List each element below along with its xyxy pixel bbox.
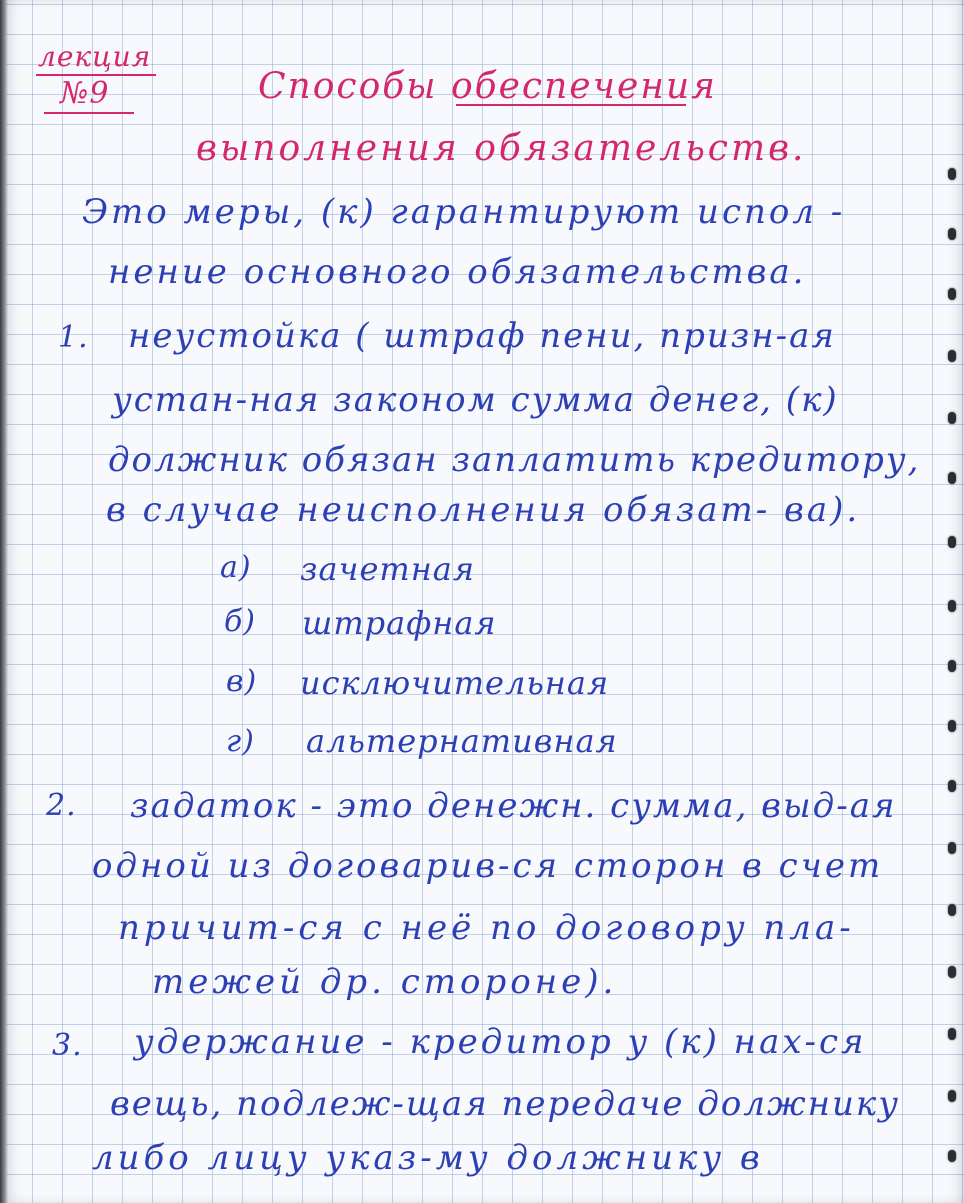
subitem-text-c: исключительная [300,664,610,702]
item-number-1: 1. [58,320,89,355]
page-edge-shadow [0,0,8,1203]
lecture-label: лекция [38,40,152,73]
item-1-line-4: в случае неисполнения обязат- ва). [106,490,861,530]
item-3-line-1: удержание - кредитор у (к) нах-ся [134,1022,867,1062]
title-line-1: Способы обеспечения [258,66,718,107]
title-line-2: выполнения обязательств. [196,128,807,169]
binding-hole [948,228,956,240]
title-underline-1 [456,104,686,106]
binding-hole [948,660,956,672]
binding-hole [948,842,956,854]
subitem-text-b: штрафная [302,604,497,642]
binding-hole [948,168,956,180]
binding-hole [948,600,956,612]
lecture-number: №9 [60,76,110,111]
subitem-marker-a: а) [220,550,252,585]
intro-line-2: нение основного обязательства. [108,252,807,292]
binding-hole [948,288,956,300]
item-1-line-1: неустойка ( штраф пени, призн-ая [128,316,836,356]
subitem-text-d: альтернативная [306,722,618,760]
binding-hole [948,412,956,424]
binding-holes [940,0,958,1203]
item-2-line-3: причит-ся с неё по договору пла- [118,908,855,948]
binding-hole [948,1090,956,1102]
item-number-2: 2. [46,788,77,823]
item-3-line-3: либо лицу указ-му должнику в [92,1138,764,1178]
item-number-3: 3. [52,1028,83,1063]
binding-hole [948,966,956,978]
item-1-line-3: должник обязан заплатить кредитору, [108,440,921,480]
binding-hole [948,472,956,484]
intro-line-1: Это меры, (к) гарантируют испол - [82,192,846,232]
binding-hole [948,720,956,732]
item-2-line-1: задаток - это денежн. сумма, выд-ая [130,786,897,826]
item-3-line-2: вещь, подлеж-щая передаче должнику [110,1084,900,1124]
subitem-marker-c: в) [226,664,258,699]
binding-hole [948,780,956,792]
binding-hole [948,536,956,548]
binding-hole [948,350,956,362]
item-2-line-4: тежей др. стороне). [152,962,618,1002]
lecture-number-underline [44,112,134,114]
subitem-marker-b: б) [224,604,257,639]
item-1-line-2: устан-ная законом сумма денег, (к) [112,380,839,420]
subitem-marker-d: г) [226,724,255,759]
item-2-line-2: одной из договарив-ся сторон в счет [92,846,884,886]
binding-hole [948,1150,956,1162]
binding-hole [948,1028,956,1040]
subitem-text-a: зачетная [300,550,476,588]
binding-hole [948,904,956,916]
